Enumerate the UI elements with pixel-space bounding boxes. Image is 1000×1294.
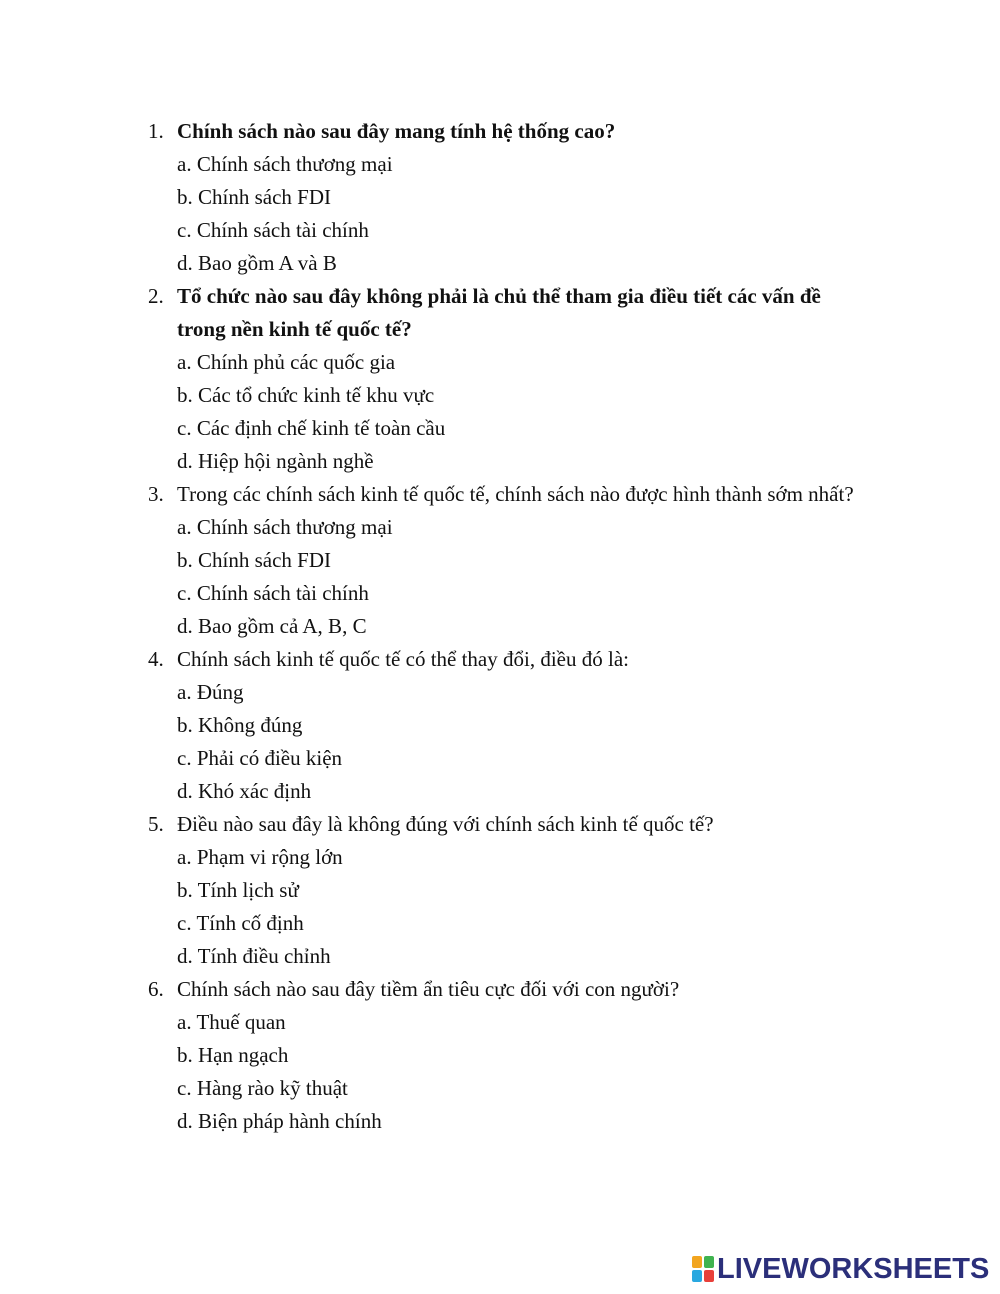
question-1 (148, 115, 868, 280)
answer-option[interactable]: b. Các tổ chức kinh tế khu vực (177, 383, 435, 407)
answer-option[interactable]: b. Chính sách FDI (177, 548, 331, 572)
logo-square-4 (704, 1270, 714, 1282)
answer-option[interactable]: d. Bao gồm A và B (177, 251, 337, 275)
question-text: Chính sách nào sau đây tiềm ẩn tiêu cực đối với con người? (177, 977, 680, 1001)
answer-option[interactable]: a. Chính sách thương mại (177, 515, 393, 539)
liveworksheets-brand (692, 1253, 989, 1285)
question-text: Trong các chính sách kinh tế quốc tế, chính sách nào được hình thành sớm nhất? (177, 482, 854, 506)
question-number: 2. (148, 284, 164, 308)
question-text: Điều nào sau đây là không đúng với chính sách kinh tế quốc tế? (177, 812, 714, 836)
question-5 (148, 808, 868, 973)
logo-square-2 (704, 1256, 714, 1268)
answer-option[interactable]: c. Chính sách tài chính (177, 218, 369, 242)
answer-option[interactable]: c. Các định chế kinh tế toàn cầu (177, 416, 446, 440)
answer-option[interactable]: a. Thuế quan (177, 1010, 286, 1034)
answer-option[interactable]: d. Bao gồm cả A, B, C (177, 614, 367, 638)
question-4 (148, 643, 868, 808)
answer-option[interactable]: d. Hiệp hội ngành nghề (177, 449, 374, 473)
question-2 (148, 280, 868, 478)
answer-option[interactable]: a. Chính phủ các quốc gia (177, 350, 396, 374)
answer-option[interactable]: c. Chính sách tài chính (177, 581, 369, 605)
quiz-list (148, 115, 868, 1138)
answer-option[interactable]: b. Chính sách FDI (177, 185, 331, 209)
answer-option[interactable]: c. Hàng rào kỹ thuật (177, 1076, 348, 1100)
question-number: 5. (148, 812, 164, 836)
logo-square-1 (692, 1256, 702, 1268)
answer-option[interactable]: b. Không đúng (177, 713, 303, 737)
question-number: 6. (148, 977, 164, 1001)
answer-option[interactable]: d. Biện pháp hành chính (177, 1109, 382, 1133)
answer-option[interactable]: a. Phạm vi rộng lớn (177, 845, 343, 869)
liveworksheets-logo-icon (692, 1256, 714, 1282)
logo-square-3 (692, 1270, 702, 1282)
question-number: 3. (148, 482, 164, 506)
answer-option[interactable]: d. Khó xác định (177, 779, 312, 803)
answer-option[interactable]: a. Chính sách thương mại (177, 152, 393, 176)
answer-option[interactable]: c. Phải có điều kiện (177, 746, 343, 770)
question-3 (148, 478, 868, 643)
answer-option[interactable]: a. Đúng (177, 680, 244, 704)
answer-option[interactable]: d. Tính điều chỉnh (177, 944, 331, 968)
question-text: Tổ chức nào sau đây không phải là chủ thể tham gia điều tiết các vấn đề trong nền kinh tế quốc tế? (177, 284, 821, 341)
answer-option[interactable]: b. Tính lịch sử (177, 878, 299, 902)
answer-option[interactable]: b. Hạn ngạch (177, 1043, 289, 1067)
answer-option[interactable]: c. Tính cố định (177, 911, 304, 935)
question-number: 1. (148, 119, 164, 143)
question-number: 4. (148, 647, 164, 671)
question-6 (148, 973, 868, 1138)
question-text: Chính sách kinh tế quốc tế có thể thay đổi, điều đó là: (177, 647, 629, 671)
brand-name: LIVEWORKSHEETS (717, 1253, 990, 1285)
question-text: Chính sách nào sau đây mang tính hệ thống cao? (177, 119, 616, 143)
